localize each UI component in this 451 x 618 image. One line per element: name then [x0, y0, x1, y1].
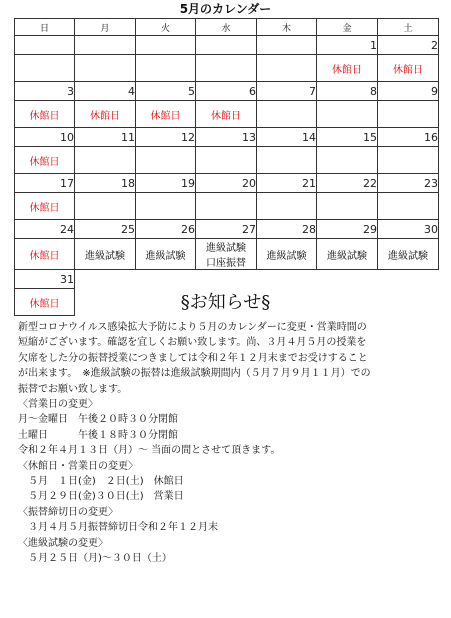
closed-label: 休館日: [29, 250, 60, 262]
note-cell: [136, 147, 196, 174]
notice-line: 〈休館日・営業日の変更〉: [18, 460, 138, 472]
closed-label: 休館日: [393, 64, 423, 76]
note-cell: [257, 101, 317, 128]
exam-label: 進級試験: [388, 250, 428, 262]
note-cell: [317, 55, 378, 82]
notice-line: が出来ます。 ※進級試験の振替は進級試験期間内（５月７月９月１１月）での: [18, 368, 371, 380]
date-cell: 2: [378, 36, 439, 55]
weekday-fri: 金: [317, 19, 378, 36]
notice-body: [18, 320, 438, 567]
date-cell: 19: [136, 174, 196, 193]
weekday-sat: 土: [378, 19, 439, 36]
date-cell: 6: [196, 82, 257, 101]
note-cell: [75, 239, 136, 270]
note-cell: [378, 101, 439, 128]
note-cell: [378, 55, 439, 82]
date-cell: 10: [15, 128, 75, 147]
note-cell: [136, 239, 196, 270]
note-cell: [378, 147, 439, 174]
calendar-table: [14, 18, 439, 316]
exam-label: 進級試験 口座振替: [206, 243, 246, 269]
date-cell: 4: [75, 82, 136, 101]
note-cell: [317, 147, 378, 174]
notice-line: 〈営業日の変更〉: [18, 399, 98, 411]
note-cell: [378, 193, 439, 220]
note-cell: [257, 147, 317, 174]
notice-line: 新型コロナウイルス感染拡大予防により５月のカレンダーに変更・営業時間の: [18, 322, 367, 333]
date-cell: 22: [317, 174, 378, 193]
note-cell: [257, 193, 317, 220]
notice-line: 〈振替締切日の変更〉: [18, 506, 118, 518]
note-row: [15, 101, 439, 128]
closed-label: 休館日: [332, 64, 362, 76]
date-cell: 24: [15, 220, 75, 239]
date-cell: 1: [317, 36, 378, 55]
date-cell: 14: [257, 128, 317, 147]
notice-title: §お知らせ§: [180, 292, 271, 313]
date-cell: [196, 36, 257, 55]
exam-label: 進級試験: [85, 250, 125, 262]
note-row: [15, 147, 439, 174]
note-cell: [75, 193, 136, 220]
closed-label: 休館日: [150, 110, 181, 122]
notice-line: 令和２年４月１３日（月）～ 当面の間とさせて頂きます。: [18, 445, 281, 457]
date-cell: 11: [75, 128, 136, 147]
date-cell: 3: [15, 82, 75, 101]
date-cell: 12: [136, 128, 196, 147]
note-cell: [317, 193, 378, 220]
notice-line: 振替でお願い致します。: [18, 383, 128, 395]
note-row: [15, 55, 439, 82]
date-cell: 25: [75, 220, 136, 239]
date-row: [15, 270, 439, 289]
closed-label: 休館日: [90, 110, 120, 122]
weekday-thu: 木: [257, 19, 317, 36]
blank-cell: [136, 270, 196, 289]
note-cell: [257, 239, 317, 270]
date-cell: 13: [196, 128, 257, 147]
date-cell: 21: [257, 174, 317, 193]
notice-line: 短縮がございます。確認を宜しくお願い致します。尚、３月４月５月の授業を: [18, 337, 367, 349]
exam-label: 進級試験: [145, 250, 186, 262]
note-cell: [317, 101, 378, 128]
date-cell: [257, 36, 317, 55]
blank-cell: [317, 270, 378, 289]
note-cell: [196, 193, 257, 220]
closed-label: 休館日: [29, 110, 60, 122]
note-cell: [196, 239, 257, 270]
date-cell: 16: [378, 128, 439, 147]
note-cell: [15, 101, 75, 128]
blank-cell: [75, 270, 136, 289]
date-cell: 23: [378, 174, 439, 193]
note-cell: [378, 239, 439, 270]
notice-line: ５月２５日（月)～３０日（土）: [18, 553, 172, 565]
calendar-title: 5月のカレンダー: [179, 2, 272, 16]
note-cell: [15, 147, 75, 174]
note-cell: [15, 193, 75, 220]
date-cell: 18: [75, 174, 136, 193]
date-cell: 9: [378, 82, 439, 101]
date-row: [15, 36, 439, 55]
date-row: [15, 220, 439, 239]
date-cell: [75, 36, 136, 55]
note-cell: [15, 239, 75, 270]
date-row: [15, 174, 439, 193]
closed-label: 休館日: [29, 202, 60, 214]
note-cell: [196, 55, 257, 82]
date-cell: 31: [15, 270, 75, 289]
weekday-header-row: [15, 19, 439, 36]
date-cell: 20: [196, 174, 257, 193]
date-cell: 29: [317, 220, 378, 239]
date-cell: 5: [136, 82, 196, 101]
note-cell: [75, 55, 136, 82]
date-cell: 27: [196, 220, 257, 239]
note-cell: [136, 193, 196, 220]
notice-line: 〈進級試験の変更〉: [18, 537, 108, 549]
note-row: [15, 239, 439, 270]
exam-label: 進級試験: [266, 250, 307, 262]
date-cell: 8: [317, 82, 378, 101]
blank-cell: [257, 270, 317, 289]
date-cell: [136, 36, 196, 55]
notice-line: ５月 １日(金) ２日(土) 休館日: [18, 476, 184, 488]
date-cell: 26: [136, 220, 196, 239]
note-cell: [136, 55, 196, 82]
note-cell: [75, 101, 136, 128]
weekday-sun: 日: [15, 19, 75, 36]
notice-line: 月～金曜日 午後２０時３０分閉館: [18, 414, 178, 426]
note-cell: [317, 239, 378, 270]
date-cell: 30: [378, 220, 439, 239]
date-cell: 7: [257, 82, 317, 101]
date-row: [15, 128, 439, 147]
date-cell: 15: [317, 128, 378, 147]
note-cell: [15, 55, 75, 82]
notice-line: ３月４月５月振替締切日令和２年１２月末: [18, 522, 218, 534]
date-cell: 17: [15, 174, 75, 193]
note-cell: [75, 147, 136, 174]
note-row: [15, 193, 439, 220]
closed-label: 休館日: [29, 298, 60, 310]
note-cell: [257, 55, 317, 82]
date-cell: 28: [257, 220, 317, 239]
weekday-mon: 月: [75, 19, 136, 36]
date-cell: [15, 36, 75, 55]
notice-line: ５月２９日(金)３０日(土) 営業日: [18, 491, 184, 503]
closed-label: 休館日: [211, 110, 241, 122]
note-cell: [196, 147, 257, 174]
exam-label: 進級試験: [327, 250, 367, 262]
blank-cell: [378, 270, 439, 289]
note-cell: [196, 101, 257, 128]
notice-line: 土曜日 午後１８時３０分閉館: [18, 429, 178, 441]
date-row: [15, 82, 439, 101]
note-cell: [136, 101, 196, 128]
closed-label: 休館日: [29, 156, 60, 168]
weekday-wed: 水: [196, 19, 257, 36]
blank-cell: [196, 270, 257, 289]
notice-line: 欠席をした分の振替授業につきましては令和２年１２月末までお受けすること: [18, 352, 368, 364]
weekday-tue: 火: [136, 19, 196, 36]
